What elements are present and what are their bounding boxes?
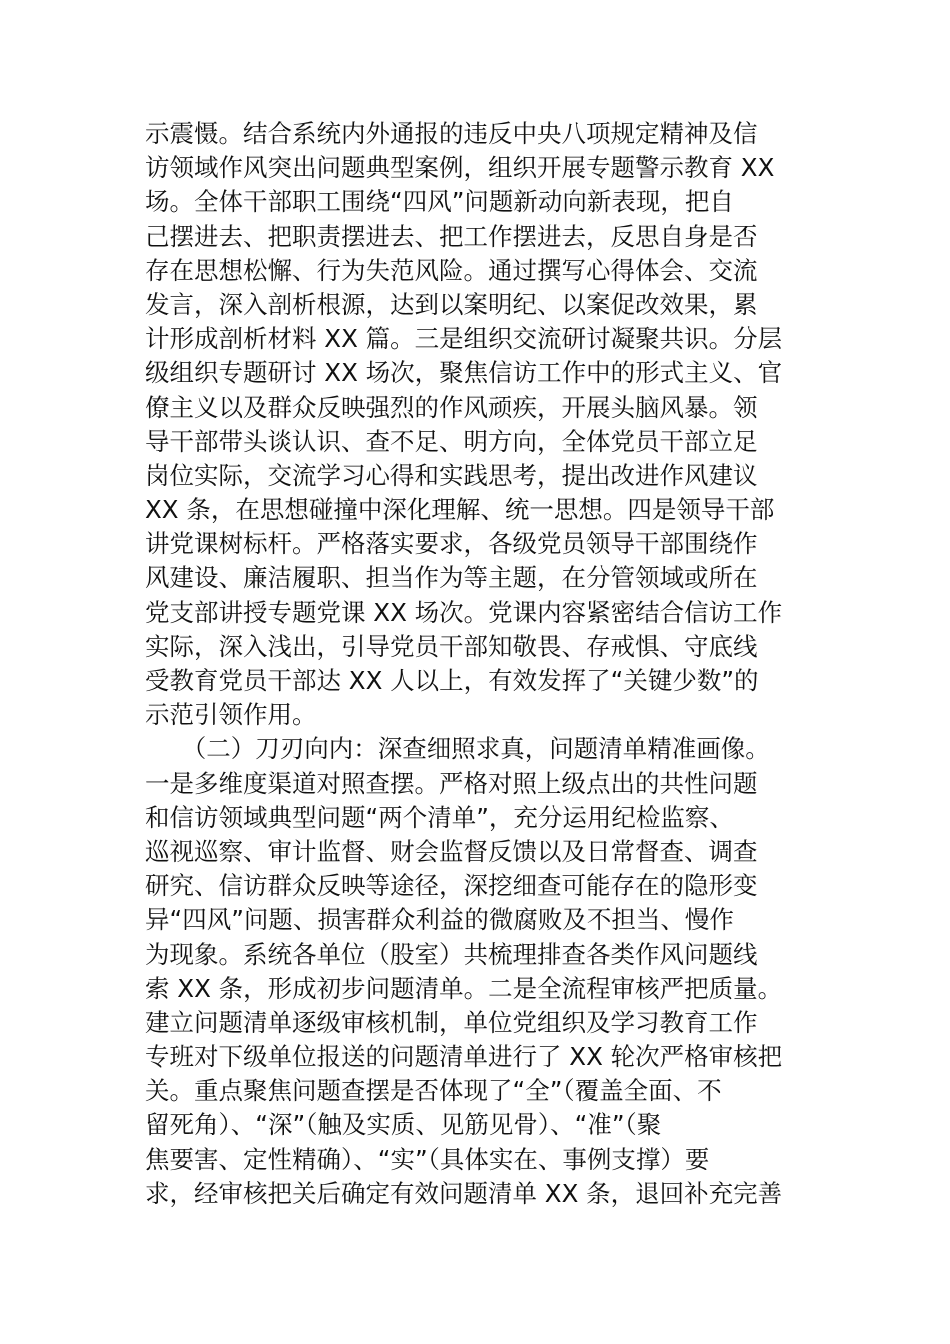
text-line: 索 XX 条，形成初步问题清单。二是全流程审核严把质量。	[145, 973, 783, 1003]
text-line: 一是多维度渠道对照查摆。严格对照上级点出的共性问题	[145, 768, 758, 798]
text-line: XX 条，在思想碰撞中深化理解、统一思想。四是领导干部	[145, 495, 775, 525]
text-line: 焦要害、定性精确）、“实”（具体实在、事例支撑）要	[145, 1144, 710, 1174]
text-line: 受教育党员干部达 XX 人以上，有效发挥了“关键少数”的	[145, 666, 759, 695]
document-body	[145, 117, 845, 1211]
text-line: 关。重点聚焦问题查摆是否体现了“全”（覆盖全面、不	[145, 1076, 722, 1106]
section-heading-line: （二）刀刃向内：深查细照求真，问题清单精准画像。	[145, 734, 770, 764]
text-line: 访领域作风突出问题典型案例，组织开展专题警示教育 XX	[145, 153, 775, 183]
text-line: 场。全体干部职工围绕“四风”问题新动向新表现，把自	[145, 187, 734, 217]
text-line: 导干部带头谈认识、查不足、明方向，全体党员干部立足	[145, 426, 758, 456]
text-line: 级组织专题研讨 XX 场次，聚焦信访工作中的形式主义、官	[145, 358, 783, 388]
text-line: 党支部讲授专题党课 XX 场次。党课内容紧密结合信访工作	[145, 597, 783, 627]
text-line: 为现象。系统各单位（股室）共梳理排查各类作风问题线	[145, 939, 758, 969]
text-line: 实际，深入浅出，引导党员干部知敬畏、存戒惧、守底线	[145, 631, 758, 661]
text-line: 己摆进去、把职责摆进去、把工作摆进去，反思自身是否	[145, 221, 758, 251]
text-line: 示范引领作用。	[145, 700, 317, 730]
text-line: 讲党课树标杆。严格落实要求，各级党员领导干部围绕作	[145, 529, 758, 559]
text-line: 专班对下级单位报送的问题清单进行了 XX 轮次严格审核把	[145, 1042, 783, 1072]
text-line: 岗位实际，交流学习心得和实践思考，提出改进作风建议	[145, 460, 758, 490]
text-line: 巡视巡察、审计监督、财会监督反馈以及日常督查、调查	[145, 836, 758, 866]
text-line: 研究、信访群众反映等途径，深挖细查可能存在的隐形变	[145, 871, 758, 901]
text-line: 异“四风”问题、损害群众利益的微腐败及不担当、慢作	[145, 905, 734, 935]
text-line: 计形成剖析材料 XX 篇。三是组织交流研讨凝聚共识。分层	[145, 324, 783, 354]
text-line: 僚主义以及群众反映强烈的作风顽疾，开展头脑风暴。领	[145, 392, 758, 422]
text-line: 建立问题清单逐级审核机制，单位党组织及学习教育工作	[145, 1007, 758, 1037]
text-line: 示震慑。结合系统内外通报的违反中央八项规定精神及信	[145, 119, 758, 148]
text-line: 发言，深入剖析根源，达到以案明纪、以案促改效果，累	[145, 289, 758, 319]
text-line: 和信访领域典型问题“两个清单”，充分运用纪检监察、	[145, 802, 734, 832]
text-line: 存在思想松懈、行为失范风险。通过撰写心得体会、交流	[145, 255, 758, 285]
text-line: 求，经审核把关后确定有效问题清单 XX 条，退回补充完善	[145, 1178, 783, 1208]
text-line: 风建设、廉洁履职、担当作为等主题，在分管领域或所在	[145, 563, 758, 593]
text-line: 留死角）、“深”（触及实质、见筋见骨）、“准”（聚	[145, 1110, 662, 1140]
